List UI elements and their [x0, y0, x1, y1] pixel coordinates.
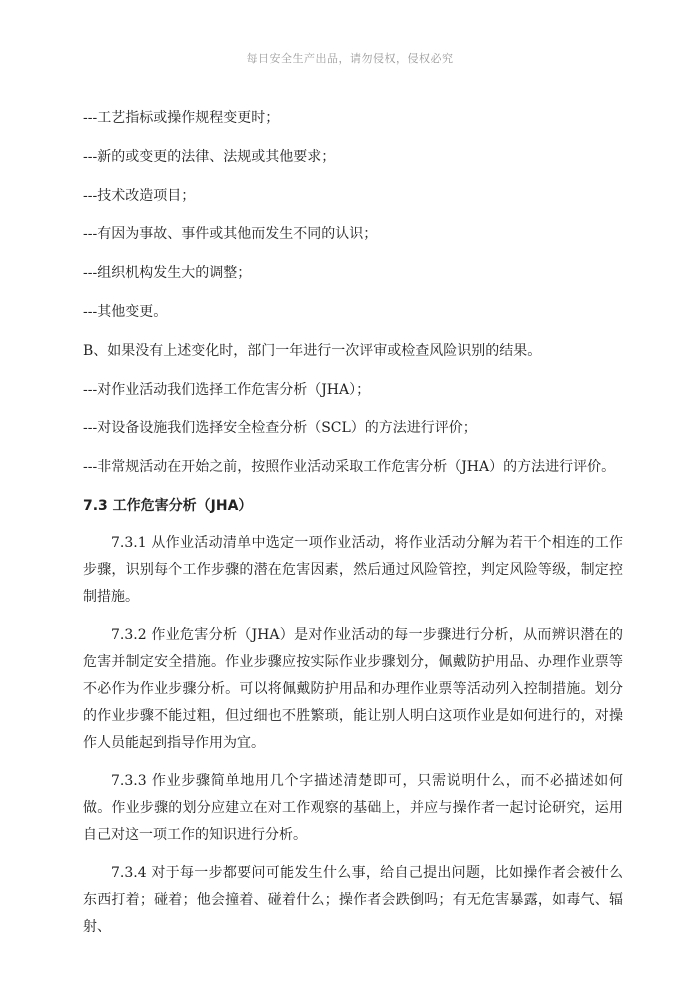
b-section-heading: B、如果没有上述变化时，部门一年进行一次评审或检查风险识别的结果。: [83, 342, 542, 359]
list-item: ---组织机构发生大的调整；: [83, 265, 252, 282]
section-title: 7.3 工作危害分析（JHA）: [83, 497, 253, 514]
list-item: ---对作业活动我们选择工作危害分析（JHA）；: [83, 381, 371, 398]
paragraph-7-3-4: 7.3.4 对于每一步都要问可能发生什么事，给自己提出问题，比如操作者会被什么东西打着；碰着；他会撞着、碰着什么；操作者会跌倒吗；有无危害暴露，如毒气、辐射、: [83, 864, 623, 935]
document-body: [83, 108, 623, 952]
paragraph-7-3-2: 7.3.2 作业危害分析（JHA）是对作业活动的每一步骤进行分析，从而辨识潜在的危害并制定安全措施。作业步骤应按实际作业步骤划分，佩戴防护用品、办理作业票等不必作为作业步骤分析。可以将佩戴防护用品和办理作业票等活动列入控制措施。划分的作业步骤不能过粗，但过细也不胜繁琐，能让别人明白这项作业是如何进行的，对操作人员能起到指导作用为宜。: [83, 626, 623, 751]
list-item: ---有因为事故、事件或其他而发生不同的认识；: [83, 226, 378, 243]
list-item: ---技术改造项目；: [83, 187, 196, 204]
list-item: ---非常规活动在开始之前，按照作业活动采取工作危害分析（JHA）的方法进行评价。: [83, 459, 616, 476]
b-section: [83, 341, 623, 477]
change-conditions-list: [83, 108, 623, 322]
section-7-3: [83, 496, 623, 941]
list-item: ---对设备设施我们选择安全检查分析（SCL）的方法进行评价；: [83, 420, 477, 437]
paragraph-7-3-1: 7.3.1 从作业活动清单中选定一项作业活动，将作业活动分解为若干个相连的工作步骤，识别每个工作步骤的潜在危害因素，然后通过风险管控，判定风险等级，制定控制措施。: [83, 534, 623, 605]
list-item: ---新的或变更的法律、法规或其他要求；: [83, 148, 336, 165]
paragraph-7-3-3: 7.3.3 作业步骤简单地用几个字描述清楚即可，只需说明什么，而不必描述如何做。作业步骤的划分应建立在对工作观察的基础上，并应与操作者一起讨论研究，运用自己对这一项工作的知识进行分析。: [83, 772, 623, 843]
list-item: ---工艺指标或操作规程变更时；: [83, 110, 280, 126]
page-header-watermark: 每日安全生产出品，请勿侵权，侵权必究: [246, 52, 454, 65]
list-item: ---其他变更。: [83, 303, 168, 320]
